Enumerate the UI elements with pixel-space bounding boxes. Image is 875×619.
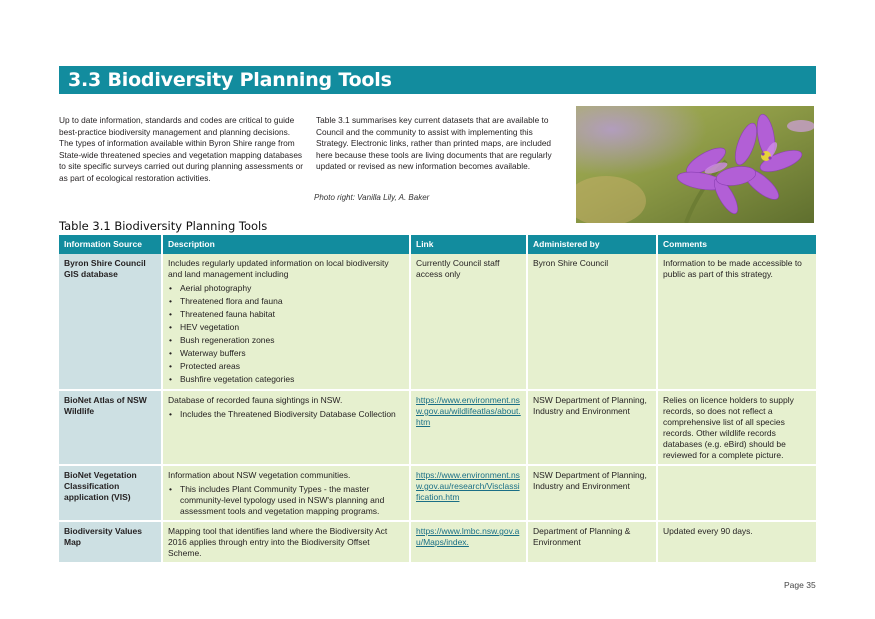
table-row [59,254,816,390]
description-text: Includes regularly updated information on local biodiversity and land management including [168,258,389,279]
row-administered-by: Department of Planning & Environment [527,521,657,563]
row-description: Mapping tool that identifies land where the Biodiversity Act 2016 applies through entry into the Biodiversity Offset Scheme. [162,521,410,563]
row-source: BioNet Atlas of NSW Wildlife [59,390,162,465]
bullet-item: • HEV vegetation [178,321,404,334]
intro-paragraph-left: Up to date information, standards and codes are critical to guide best-practice biodiversity management and planning decisions. The types of information available within Byron Shire range from State-wide threatened species and vegetation mapping databases to site specific surveys carried out during planning assessments or as part of ecological restoration activities. [59,115,303,183]
bullet-item: • This includes Plant Community Types - the master community-level typology used in NSW's planning and assessment tools and vegetation mapping programs. [178,484,404,517]
row-description [162,465,410,521]
row-source: Biodiversity Values Map [59,521,162,563]
row-description [162,390,410,465]
row-comments: Updated every 90 days. [657,521,816,563]
bullet-item: • Aerial photography [178,282,404,295]
row-link[interactable]: https://www.lmbc.nsw.gov.au/Maps/index. [410,521,527,563]
vanilla-lily-photo [576,106,814,223]
biodiversity-tools-table [59,235,816,564]
table-row [59,465,816,521]
bullet-item: • Threatened fauna habitat [178,308,404,321]
section-title-bar [59,66,816,94]
header-administered-by: Administered by [527,235,657,254]
row-comments: Information to be made accessible to public as part of this strategy. [657,254,816,390]
bullet-item: • Bushfire vegetation categories [178,373,404,386]
row-comments [657,465,816,521]
bullet-item: • Includes the Threatened Biodiversity Database Collection [178,409,404,420]
bullet-item: • Waterway buffers [178,347,404,360]
header-information-source: Information Source [59,235,162,254]
header-link: Link [410,235,527,254]
description-text: Database of recorded fauna sightings in NSW. [168,395,343,405]
description-bullets [168,282,404,386]
description-bullets [168,409,404,420]
intro-paragraph-middle: Table 3.1 summarises key current datasets that are available to Council and the community to assist with implementing this Strategy. Electronic links, rather than printed maps, are included here because these tools are living documents that are regularly updated or revised as new information becomes available. [316,115,552,171]
row-source: BioNet Vegetation Classification application (VIS) [59,465,162,521]
row-link[interactable]: https://www.environment.nsw.gov.au/wildlifeatlas/about.htm [410,390,527,465]
table-title: Table 3.1 Biodiversity Planning Tools [59,219,268,233]
table-row [59,390,816,465]
row-link-text: Currently Council staff access only [410,254,527,390]
description-text: Information about NSW vegetation communities. [168,470,351,480]
section-title: 3.3 Biodiversity Planning Tools [68,69,392,91]
bullet-item: • Bush regeneration zones [178,334,404,347]
row-administered-by: NSW Department of Planning, Industry and Environment [527,390,657,465]
row-description [162,254,410,390]
bullet-item: • Threatened flora and fauna [178,295,404,308]
row-comments: Relies on licence holders to supply records, so does not reflect a comprehensive list of all species records. Other wildlife records databases (e.g. eBird) should be reviewed for a complete picture. [657,390,816,465]
table-header-row [59,235,816,254]
page-number: Page 35 [784,580,816,590]
header-comments: Comments [657,235,816,254]
bullet-item: • Protected areas [178,360,404,373]
row-source: Byron Shire Council GIS database [59,254,162,390]
photo-caption: Photo right: Vanilla Lily, A. Baker [314,193,430,202]
header-description: Description [162,235,410,254]
row-administered-by: NSW Department of Planning, Industry and Environment [527,465,657,521]
row-link[interactable]: https://www.environment.nsw.gov.au/research/Visclassification.htm [410,465,527,521]
table-row [59,521,816,563]
row-administered-by: Byron Shire Council [527,254,657,390]
description-bullets [168,484,404,517]
